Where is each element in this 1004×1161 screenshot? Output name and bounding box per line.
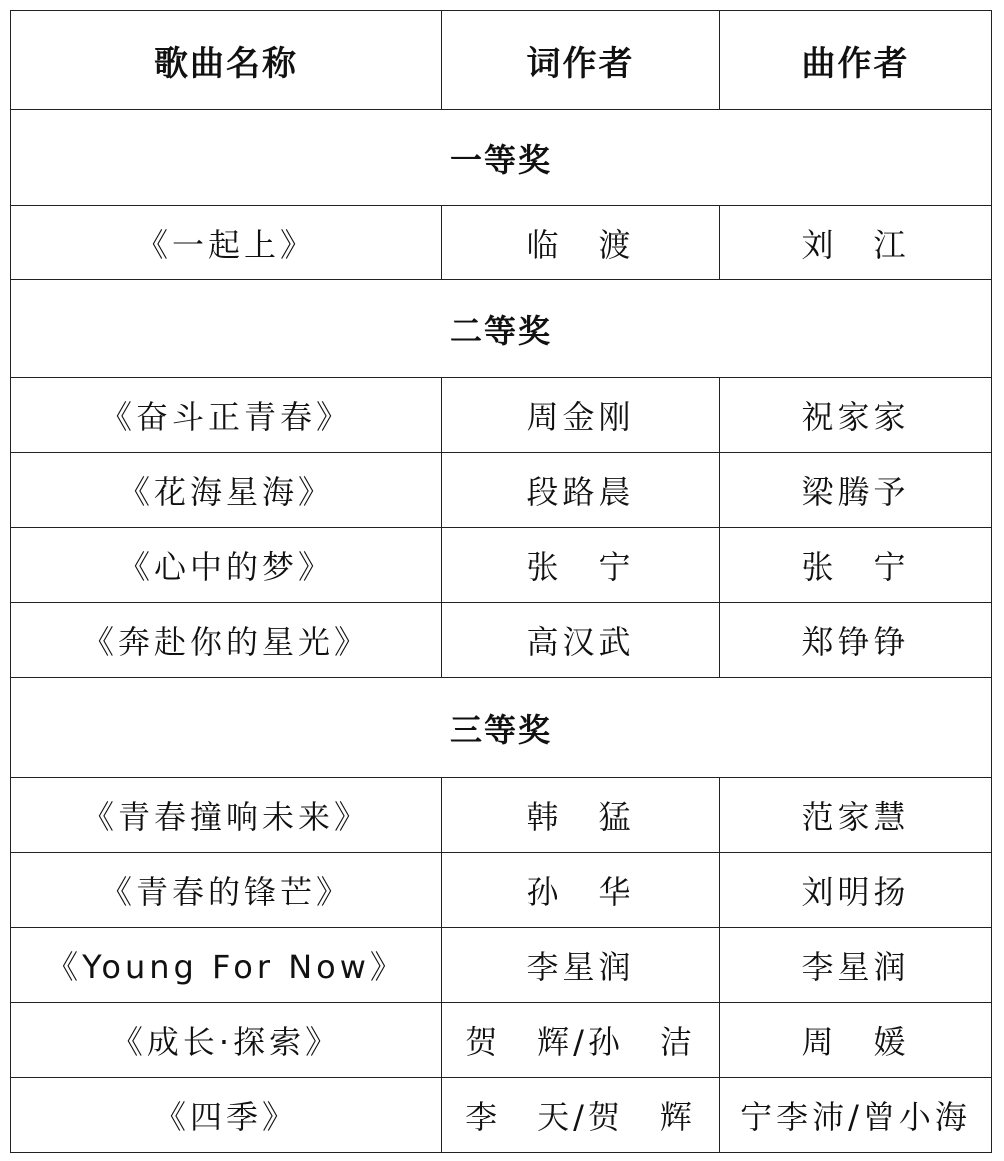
composer-cell: 范家慧 bbox=[720, 778, 992, 853]
lyricist-cell: 贺 辉/孙 洁 bbox=[442, 1003, 720, 1078]
header-lyricist: 词作者 bbox=[442, 11, 720, 110]
header-composer: 曲作者 bbox=[720, 11, 992, 110]
song-name-cell: 《一起上》 bbox=[11, 206, 442, 280]
award-list-document bbox=[10, 10, 991, 1150]
song-name-cell: 《奋斗正青春》 bbox=[11, 378, 442, 453]
table-row bbox=[11, 528, 992, 603]
prize-label-second: 二等奖 bbox=[11, 280, 992, 378]
composer-cell: 梁腾予 bbox=[720, 453, 992, 528]
prize-label-third: 三等奖 bbox=[11, 678, 992, 778]
lyricist-cell: 张 宁 bbox=[442, 528, 720, 603]
song-name-cell: 《四季》 bbox=[11, 1078, 442, 1153]
header-song-name: 歌曲名称 bbox=[11, 11, 442, 110]
lyricist-cell: 李 天/贺 辉 bbox=[442, 1078, 720, 1153]
table-row bbox=[11, 928, 992, 1003]
table-row bbox=[11, 1003, 992, 1078]
table-row bbox=[11, 453, 992, 528]
lyricist-cell: 段路晨 bbox=[442, 453, 720, 528]
song-name-cell: 《Young For Now》 bbox=[11, 928, 442, 1003]
prize-row-second bbox=[11, 280, 992, 378]
song-name-cell: 《奔赴你的星光》 bbox=[11, 603, 442, 678]
award-table bbox=[10, 10, 992, 1153]
composer-cell: 刘明扬 bbox=[720, 853, 992, 928]
table-row bbox=[11, 206, 992, 280]
lyricist-cell: 高汉武 bbox=[442, 603, 720, 678]
prize-row-first bbox=[11, 110, 992, 206]
lyricist-cell: 韩 猛 bbox=[442, 778, 720, 853]
song-name-cell: 《心中的梦》 bbox=[11, 528, 442, 603]
table-row bbox=[11, 603, 992, 678]
composer-cell: 宁李沛/曾小海 bbox=[720, 1078, 992, 1153]
table-row bbox=[11, 853, 992, 928]
table-row bbox=[11, 378, 992, 453]
composer-cell: 郑铮铮 bbox=[720, 603, 992, 678]
table-row bbox=[11, 1078, 992, 1153]
lyricist-cell: 周金刚 bbox=[442, 378, 720, 453]
composer-cell: 张 宁 bbox=[720, 528, 992, 603]
table-row bbox=[11, 778, 992, 853]
composer-cell: 祝家家 bbox=[720, 378, 992, 453]
lyricist-cell: 临 渡 bbox=[442, 206, 720, 280]
song-name-cell: 《成长·探索》 bbox=[11, 1003, 442, 1078]
composer-cell: 刘 江 bbox=[720, 206, 992, 280]
lyricist-cell: 李星润 bbox=[442, 928, 720, 1003]
song-name-cell: 《青春的锋芒》 bbox=[11, 853, 442, 928]
prize-row-third bbox=[11, 678, 992, 778]
table-header-row bbox=[11, 11, 992, 110]
composer-cell: 李星润 bbox=[720, 928, 992, 1003]
composer-cell: 周 媛 bbox=[720, 1003, 992, 1078]
lyricist-cell: 孙 华 bbox=[442, 853, 720, 928]
song-name-cell: 《花海星海》 bbox=[11, 453, 442, 528]
song-name-cell: 《青春撞响未来》 bbox=[11, 778, 442, 853]
prize-label-first: 一等奖 bbox=[11, 110, 992, 206]
